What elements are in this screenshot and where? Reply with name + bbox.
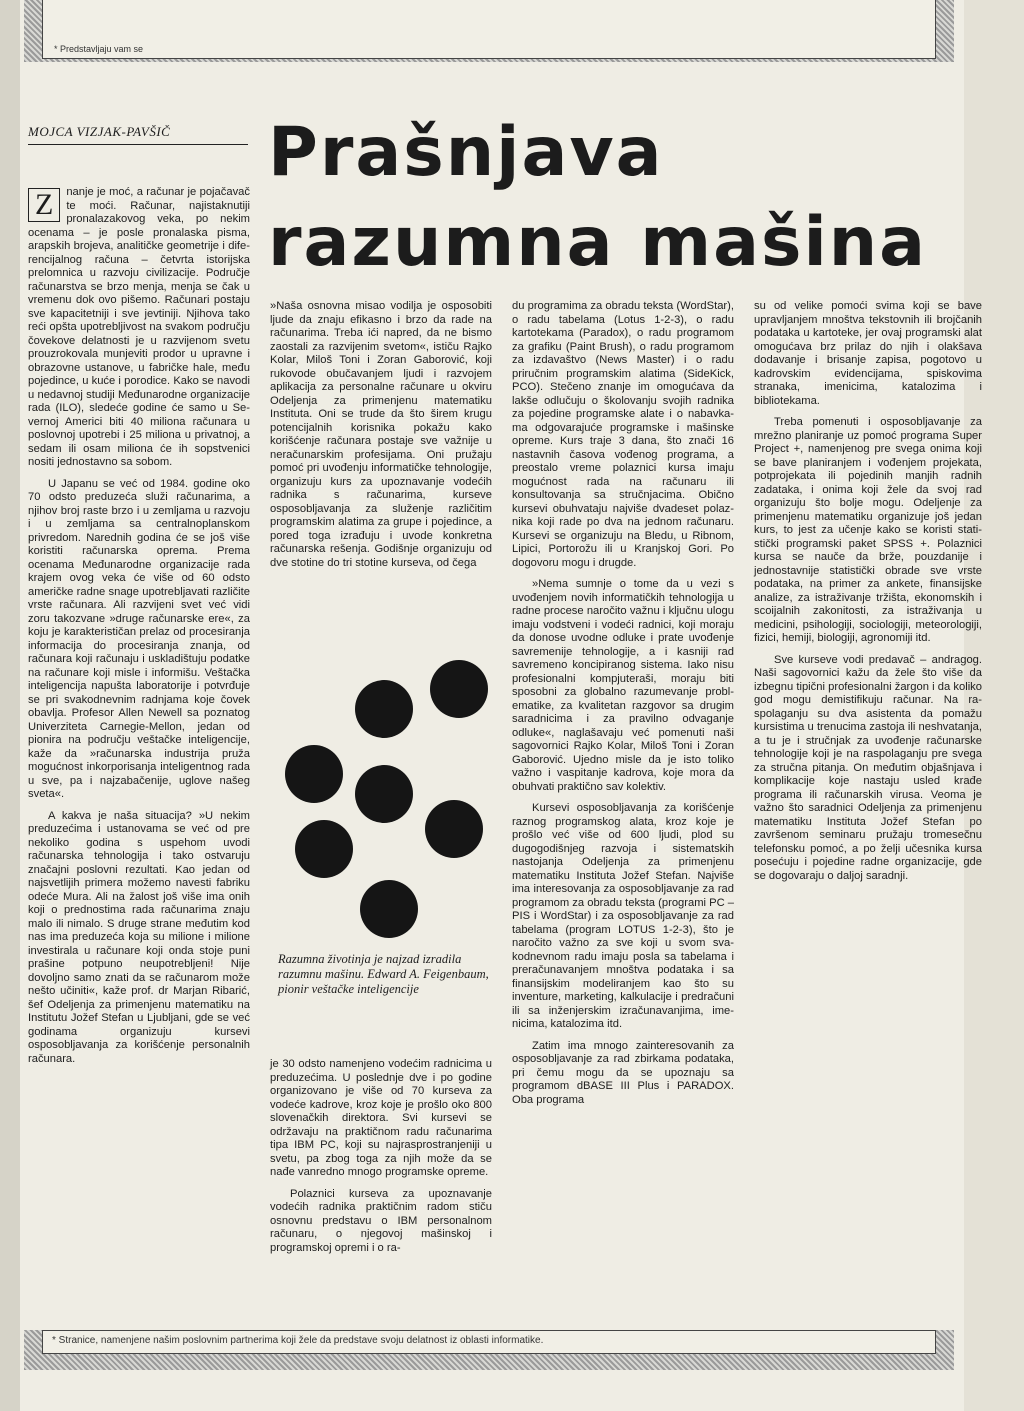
paragraph: »Nema sumnje o tome da u vezi s uvođenjem novih informatičkih tehnologija u radne procese naročito važnu i ključnu ulogu imaju vodstveni i vodeći radnici, koji moraju da donose uvodne odluke i prate uvođenje savremenije tehnologije, a i kasniji rad savremeno koncipiranog sistema. Iako nisu profesionalni kompjuteraši, moraju biti sposobni za globalno razumevanje problematike, za kvalitetan razgovor sa drugim saradnicima i za pravilno odvaganje odluke«, naglašavaju već pomenuti naši sagovornici Rajko Kolar, Miloš Toni i Zoran Gaborović. Ujedno misle da je isto toliko važno i vaspitanje kadrova, koje mora da obuhvati praktično sav kolektiv. xyxy=(512,578,734,793)
paragraph: Zatim ima mnogo zainteresovanih za osposobljavanje za rad zbirkama podataka, pri čemu mogu da se upoznaju sa programom dBASE III Plus i PARADOX. Oba programa xyxy=(512,1039,734,1106)
article-column-3 xyxy=(512,300,734,1115)
article-column-4 xyxy=(754,300,982,891)
paragraph: Treba pomenuti i osposobljavanje za mrežno planiranje uz pomoć programa Super Project +, namenjenog pre svega onima koji se bave planiranjem i vođenjem projekata, potprojekata ili pojedinih manjih radnih zadataka, i onima koji žele da svoj rad organizuju što bolje mogu. Odeljenje za primenjenu matematiku organizuje još jedan kurs, to jest za učenje kako se koristi statistički programski paket SPSS +. Polaznici kursa se nauče da brže, pouzdanije i jednostavnije statistički obrade sve vrste podataka, na primer za ankete, finansijske analize, za istraživanje tržišta, ekonomskih i scoijalnih zakonitosti, za istraživanja u medicini, psihologiji, sociologiji, meteorologiji, fizici, hemiji, biologiji, agronomiji itd. xyxy=(754,416,982,644)
paragraph: su od velike pomoći svima koji se bave upravljanjem mnoštva tekstovnih ili brojčanih podataka u kartoteke, jer ovaj programski alat omogućava brz prilaz do njih i olakšava dodavanje i brisanje zapisa, pogotovo u kadrovskim evidencijama, spiskovima stranaka, imenicima, katalozima i bibliotekama. xyxy=(754,300,982,407)
circle-dot xyxy=(285,745,343,803)
paragraph: A kakva je naša situacija? »U nekim preduzećima i ustanovama se već od pre nekoliko godina s uspehom uvodi računarska tehnologija i tako ostvaruju značajni poslovni rezultati. Kao jedan od najsvetlijih primera možemo navesti fabriku odeće Mura. Ali na žalost još više ima onih koji o prednostima rada računarima znaju malo ili nimalo. S druge strane međutim kod nas ima preduzeća koja su milione i milione investirala u računare koji onda stoje puni prašine potpuno neupotrebljeni! Nije dovoljno samo znati da se računarom može nešto učiniti«, kaže prof. dr Marjan Ribarić, šef Odeljenja za primenjenu matematiku na Institutu Jožef Stefan u Ljubljani, gde se već godinama organizuju kursevi osposobljavanja za korišćenje personalnih računara. xyxy=(28,809,250,1065)
article-column-2-bottom xyxy=(270,1058,492,1263)
paragraph: U Japanu se već od 1984. godine oko 70 odsto preduzeća služi računarima, a njihov broj raste brzo i u zemljama u razvoju i u zemljama sa centralnoplanskom privredom. Narednih godina će se još više koristiti računarska oprema. Prema ocenama Međunarodne organizacije rada krajem ovog veka će više od 60 odsto američke radne snage upotrebljavati različite vrste računara. Ali razvijeni svet već vidi zoru takozvane »druge računarske ere«, za koju je karakterističan prelaz od procesiranja informacija do procesiranja znanja, od računara koji računaju i uskladištuju podatke na računare koji misle i informišu. Veštačka inteligencija napušta laboratorije i potvrđuje se pri svakodnevnim radnjama koje čovek obavlja. Profesor Allen Newell sa poznatog Univerziteta Carnegie-Mellon, jedan od pionira na području veštačke inteligencije, kaže da »računarska industrija pruža mogućnost inkorporisanja inteligentnog rada u sve, pa i najzabačenije, uglove našeg sveta«. xyxy=(28,477,250,800)
paragraph: je 30 odsto namenjeno vodećim radnicima u preduzećima. U poslednje dve i po godine organizovano je više od 70 kurseva za vodeće kadrove, kroz koje je prošlo oko 800 slovenačkih direktora. Svi kursevi se održavaju na praktičnom radu računarima tipa IBM PC, koji su najrasprostranjeniji u svetu, pa zbog toga za njih može da se nađe vanredno mnogo programske opreme. xyxy=(270,1058,492,1178)
paragraph: Polaznici kurseva za upoznavanje vodećih radnika praktičnim radom stiču osnovnu predstavu o IBM personalnom računaru, o njegovoj mašinskoj i programskoj opremi i o ra- xyxy=(270,1187,492,1254)
drop-cap: Z xyxy=(28,188,60,222)
paragraph: »Naša osnovna misao vodilja je osposobiti ljude da znaju efikasno i brzo da rade na računarima. Treba ići napred, da ne bismo zaostali za razvijenim svetom«, ističu Rajko Kolar, Miloš Toni i Zoran Gaborović, koji rukovode obučavanjem ljudi i razvojem aplikacija za personalne računare u okviru Odeljenja za primenjenu matematiku Instituta. Oni se trude da što širem krugu potencijalnih korisnika pokažu kako korišćenje računara postaje sve važnije u neračunarskim profesijama. Oni pružaju pomoć pri uvođenju informatičke tehnologije, organizuju kurs za upoznavanje vodećih radnika s računarima, kurseve osposobljavanja za služenje različitim programskim alatima za grupe i pojedince, a pored toga izrađuju i uvode konkretna računarska rešenja. Godišnje organizuju od dve stotine do tri stotine kurseva, od čega xyxy=(270,300,492,569)
paragraph xyxy=(28,186,250,470)
paragraph: Kursevi osposobljavanja za korišćenje raznog programskog alata, kroz koje je prošlo već više od 600 ljudi, plod su dugogodišnjeg razvoja i sistematskih nastojanja Odeljenja za primenjenu matematiku Instituta Jožef Stefan. Najviše ima interesovanja za osposobljavanje za rad programom za obradu teksta (programi PC – PIS i WordStar) i za osposobljavanje za rad tabelama (program LOTUS 1-2-3), što je naročito važno za sve koji u svom svakodnevnom radu imaju posla sa tabelama i preračunavanjem mnoštva podataka i sa finansijskim modeliranjem kao što su inventure, marketing, kalkulacije i predračuni ili sa inženjerskim izračunavanjima, imenicima, katalozima itd. xyxy=(512,802,734,1030)
title-line-1: Prašnjava xyxy=(268,113,664,192)
paragraph: du programima za obradu teksta (WordStar), o radu tabelama (Lotus 1-2-3), o radu kartotekama (Paradox), o radu programom za grafiku (Paint Brush), o radu programom za izdavaštvo (News Master) i o radu priručnim programskim alatima (SideKick, PCO). Stečeno znanje im omogućava da lakše odlučuju o školovanju svojih radnika za pojedine programske alate i o nabavkama odgovarajuće programske i mašinske opreme. Kurs traje 3 dana, što znači 16 nastavnih časova vođenog programa, a preostalo vreme polaznici kursa imaju mogućnost rada na računaru ili konsultovanja sa stručnjacima. Obično kursevi obuhvataju najviše dvadeset polaznika koji rade po dva na jednom računaru. Kursevi se organizuju na Bledu, u Ribnom, Lipici, Portorožu ili u Kranjskoj Gori. Po dogovoru mogu i drugde. xyxy=(512,300,734,569)
circle-dot xyxy=(355,765,413,823)
footer-label: * Stranice, namenjene našim poslovnim partnerima koji žele da predstave svoju delatnost iz oblasti informatike. xyxy=(52,1335,544,1346)
circle-dot xyxy=(355,680,413,738)
circle-dot xyxy=(430,660,488,718)
article-title xyxy=(268,108,968,288)
image-caption: Razumna životinja je najzad izradila razumnu mašinu. Edward A. Feigenbaum, pionir veštačke inteligencije xyxy=(278,952,489,996)
footer-band xyxy=(24,1330,954,1370)
circle-dot xyxy=(425,800,483,858)
paragraph-text: nanje je moć, a računar je pojačavač te moći. Računar, najistaknutiji pronalazakovog veka, po nekim ocenama – je posle pronalaska pisma, arapskih brojeva, analitičke geometrije i diferencijalnog računa – četvrta istorijska prelomnica u razvoju civilizacije. Područje računarstva se brzo menja, menja se čak u vremenu dok ovo pišemo. Računari postaju sve kapacitetniji i sve jevtiniji. Njihova tako reći opšta upotrebljivost na svakom području čovekove delatnosti je u razvijenom svetu prouzrokovala munjeviti prodor u upravne i obrazovne ustanove, u fabričke hale, među pojedince, u kuće i porodice. Kako se navodi u nedavnoj studiji Međunarodne organizacije rada (ILO), sledeće godine će samo u Severnoj Americi biti 40 miliona računara u poslovnoj upotrebi i 25 miliona u privatnoj, a sedam ili osam miliona će ih sopstvenici nositi jednostavno sa sobom. xyxy=(28,186,250,468)
article-column-2 xyxy=(270,300,492,578)
title-line-2: razumna mašina xyxy=(268,203,928,282)
paragraph: Sve kurseve vodi predavač – andragog. Naši sagovornici kažu da žele što više da izbegnu tipični profesionalni žargon i da koliko god mogu demistifikuju računar. Na raspolaganju su dva asistenta da pomažu kursistima u trenucima zastoja ili neshvatanja, a tu je i stručnjak za uvođenje računarske tehnologije koji je na raspolaganju pre svega za stručna pitanja. On međutim objašnjava i komplikacije koje nastaju usled krađe programa ili računarskih virusa. Veoma je važno što saradnici Odeljenja za primenjenu matematiku Instituta Jožef Stefan po završenom seminaru pružaju tromesečnu telefonsku pomoć, a po želji učesnika kursa posećuju i pojedine radne organizacije, gde se dogovaraju o daljoj saradnji. xyxy=(754,653,982,882)
article-column-1 xyxy=(28,186,250,1074)
circle-dot xyxy=(295,820,353,878)
header-label: * Predstavljaju vam se xyxy=(54,44,144,54)
dots-illustration xyxy=(275,660,505,950)
header-band xyxy=(24,0,954,62)
page-edge-left xyxy=(0,0,20,1411)
circle-dot xyxy=(360,880,418,938)
author-name: MOJCA VIZJAK-PAVŠIČ xyxy=(28,124,248,145)
